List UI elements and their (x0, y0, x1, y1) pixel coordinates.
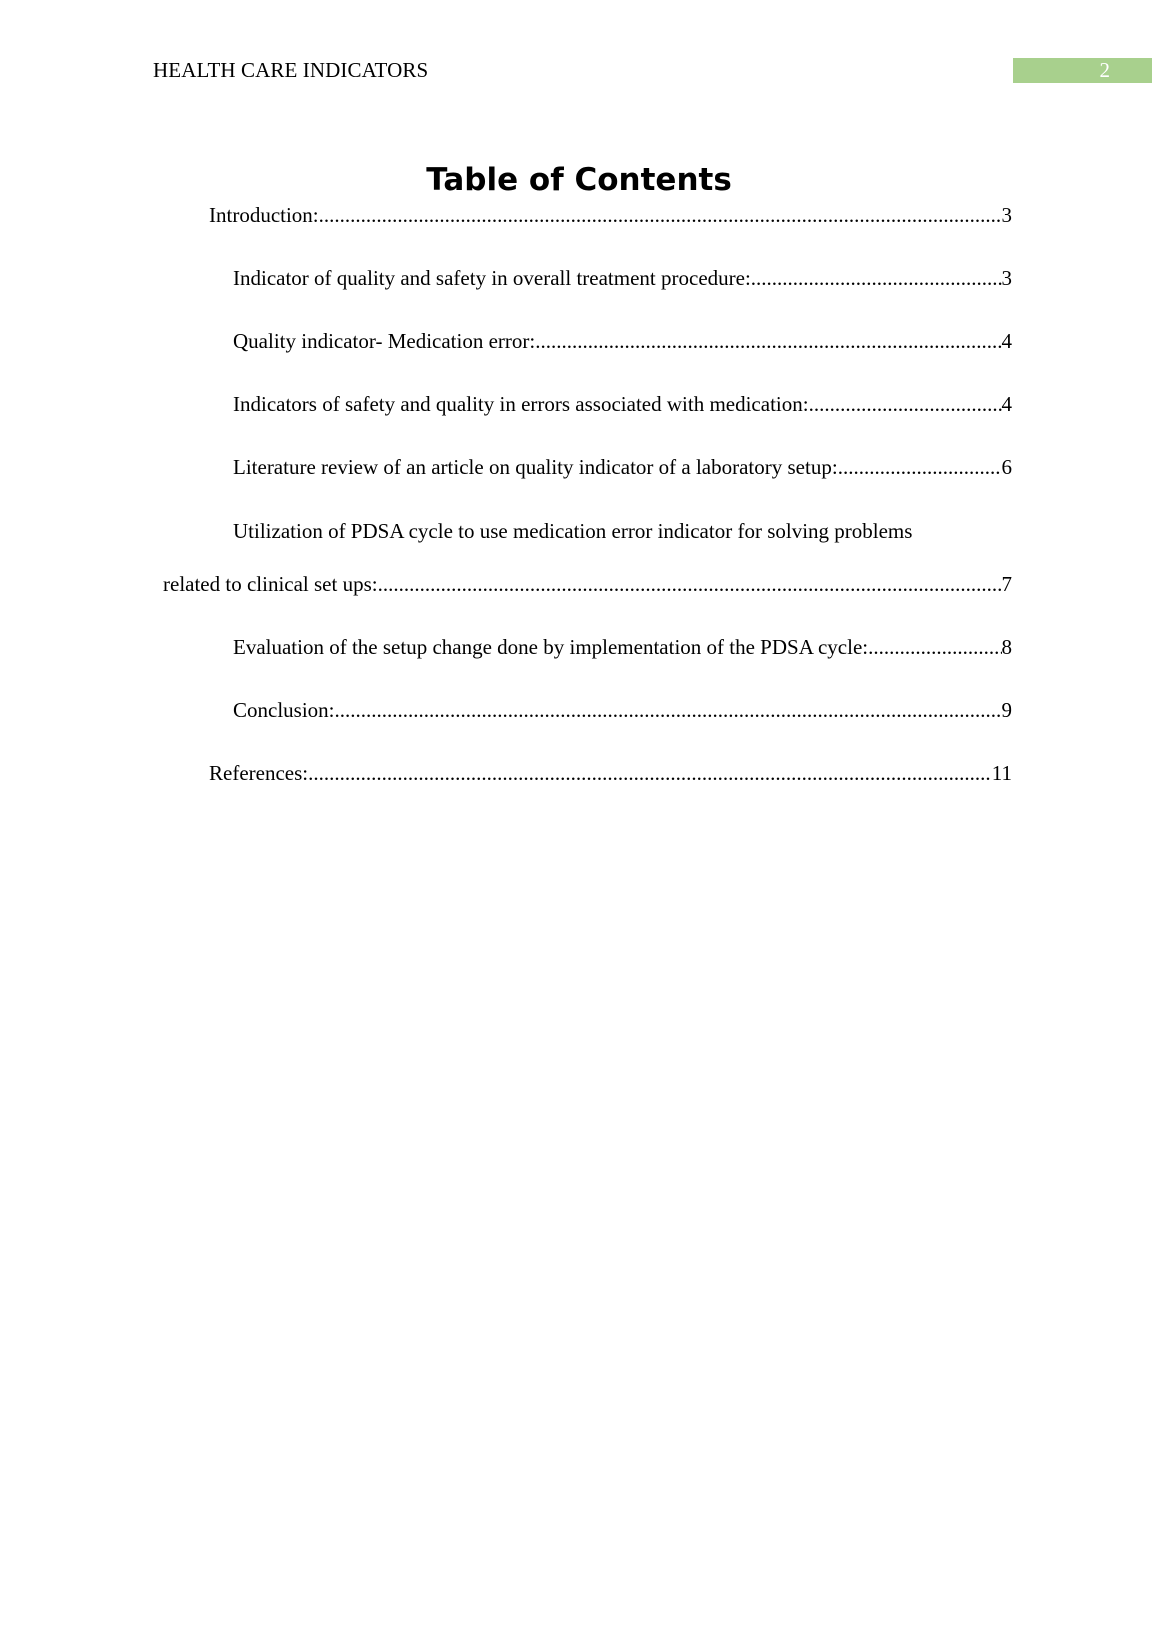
toc-entry-label-line2: related to clinical set ups: (163, 572, 378, 596)
toc-dot-leader (751, 265, 1002, 291)
toc-heading: Table of Contents (426, 162, 732, 198)
toc-entry-page: 3 (1001, 203, 1012, 227)
toc-dot-leader (868, 634, 1001, 660)
toc-dot-leader (378, 571, 1002, 597)
toc-entry-medication-error[interactable] (233, 328, 1012, 354)
toc-dot-leader (335, 697, 1002, 723)
toc-entry-page: 9 (1001, 698, 1012, 722)
toc-entry-label: Conclusion: (233, 698, 335, 722)
page-number: 2 (1099, 58, 1110, 82)
toc-entry-pdsa-cycle-line2 (163, 571, 1012, 597)
running-head: HEALTH CARE INDICATORS (153, 58, 429, 82)
toc-entry-label: Quality indicator- Medication error: (233, 329, 536, 353)
toc-entry-page: 4 (1001, 329, 1012, 353)
toc-entry-introduction[interactable] (209, 202, 1012, 228)
toc-entry-page: 8 (1001, 635, 1012, 659)
toc-entry-page: 3 (1001, 266, 1012, 290)
toc-entry-label: Literature review of an article on quality indicator of a laboratory setup: (233, 455, 838, 479)
toc-entry-label-line1: Utilization of PDSA cycle to use medication error indicator for solving problems (233, 519, 913, 543)
toc-entry-conclusion[interactable] (233, 697, 1012, 723)
toc-entry-overall-treatment[interactable] (233, 265, 1012, 291)
toc-entry-page: 4 (1001, 392, 1012, 416)
toc-entry-label: Indicators of safety and quality in errors associated with medication: (233, 392, 809, 416)
toc-entry-literature-review[interactable] (233, 454, 1012, 480)
toc-entry-page: 7 (1001, 572, 1012, 596)
toc-dot-leader (308, 760, 992, 786)
toc-entry-label: Introduction: (209, 203, 319, 227)
toc-entry-label: Evaluation of the setup change done by implementation of the PDSA cycle: (233, 635, 869, 659)
page-number-badge (1013, 58, 1152, 83)
toc-dot-leader (838, 454, 1002, 480)
toc-entry-references[interactable] (209, 760, 1012, 786)
toc-entry-label: Indicator of quality and safety in overall treatment procedure: (233, 266, 751, 290)
toc-entry-setup-evaluation[interactable] (233, 634, 1012, 660)
toc-entry-page: 11 (991, 761, 1012, 785)
toc-dot-leader (535, 328, 1001, 354)
toc-dot-leader (809, 391, 1002, 417)
toc-entry-label: References: (209, 761, 309, 785)
toc-entry-safety-quality-errors[interactable] (233, 391, 1012, 417)
toc-dot-leader (319, 202, 1002, 228)
toc-entry-page: 6 (1001, 455, 1012, 479)
